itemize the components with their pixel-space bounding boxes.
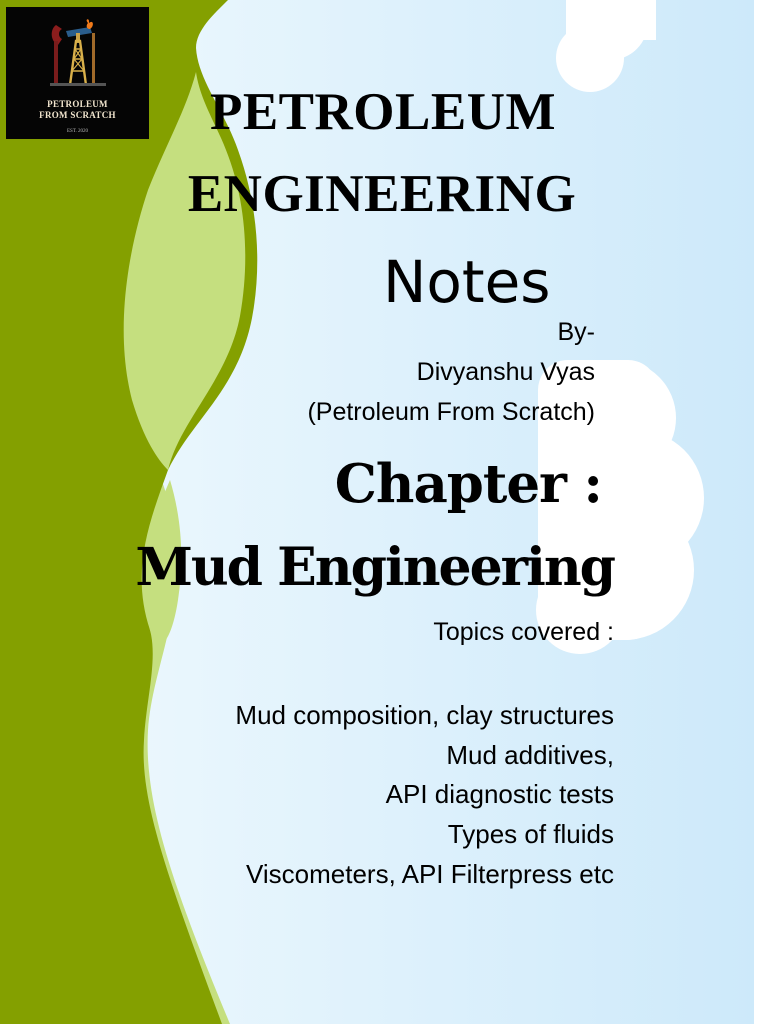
title-line-1: PETROLEUM [209,83,557,141]
chapter-label: Chapter : [334,453,602,515]
topics-label: Topics covered : [433,618,614,646]
logo-name-line2: FROM SCRATCH [39,110,116,120]
author-name: Divyanshu Vyas [416,358,595,386]
title-line-2: ENGINEERING [187,165,577,223]
oil-pumpjack-icon [46,19,110,89]
topics-list [235,696,614,895]
author-affiliation: (Petroleum From Scratch) [307,398,595,426]
by-label: By- [557,318,595,346]
logo-name-line1: PETROLEUM [47,99,108,109]
right-edge [754,0,768,1024]
subtitle-notes: Notes [383,248,551,316]
topic-item: API diagnostic tests [385,779,614,810]
topic-item: Mud additives, [446,739,614,770]
chapter-title: Mud Engineering [135,537,614,598]
topic-item: Types of fluids [447,819,614,850]
topic-item: Mud composition, clay structures [235,700,614,730]
logo-established: EST. 2020 [66,129,89,134]
topic-item: Viscometers, API Filterpress etc [246,858,614,889]
